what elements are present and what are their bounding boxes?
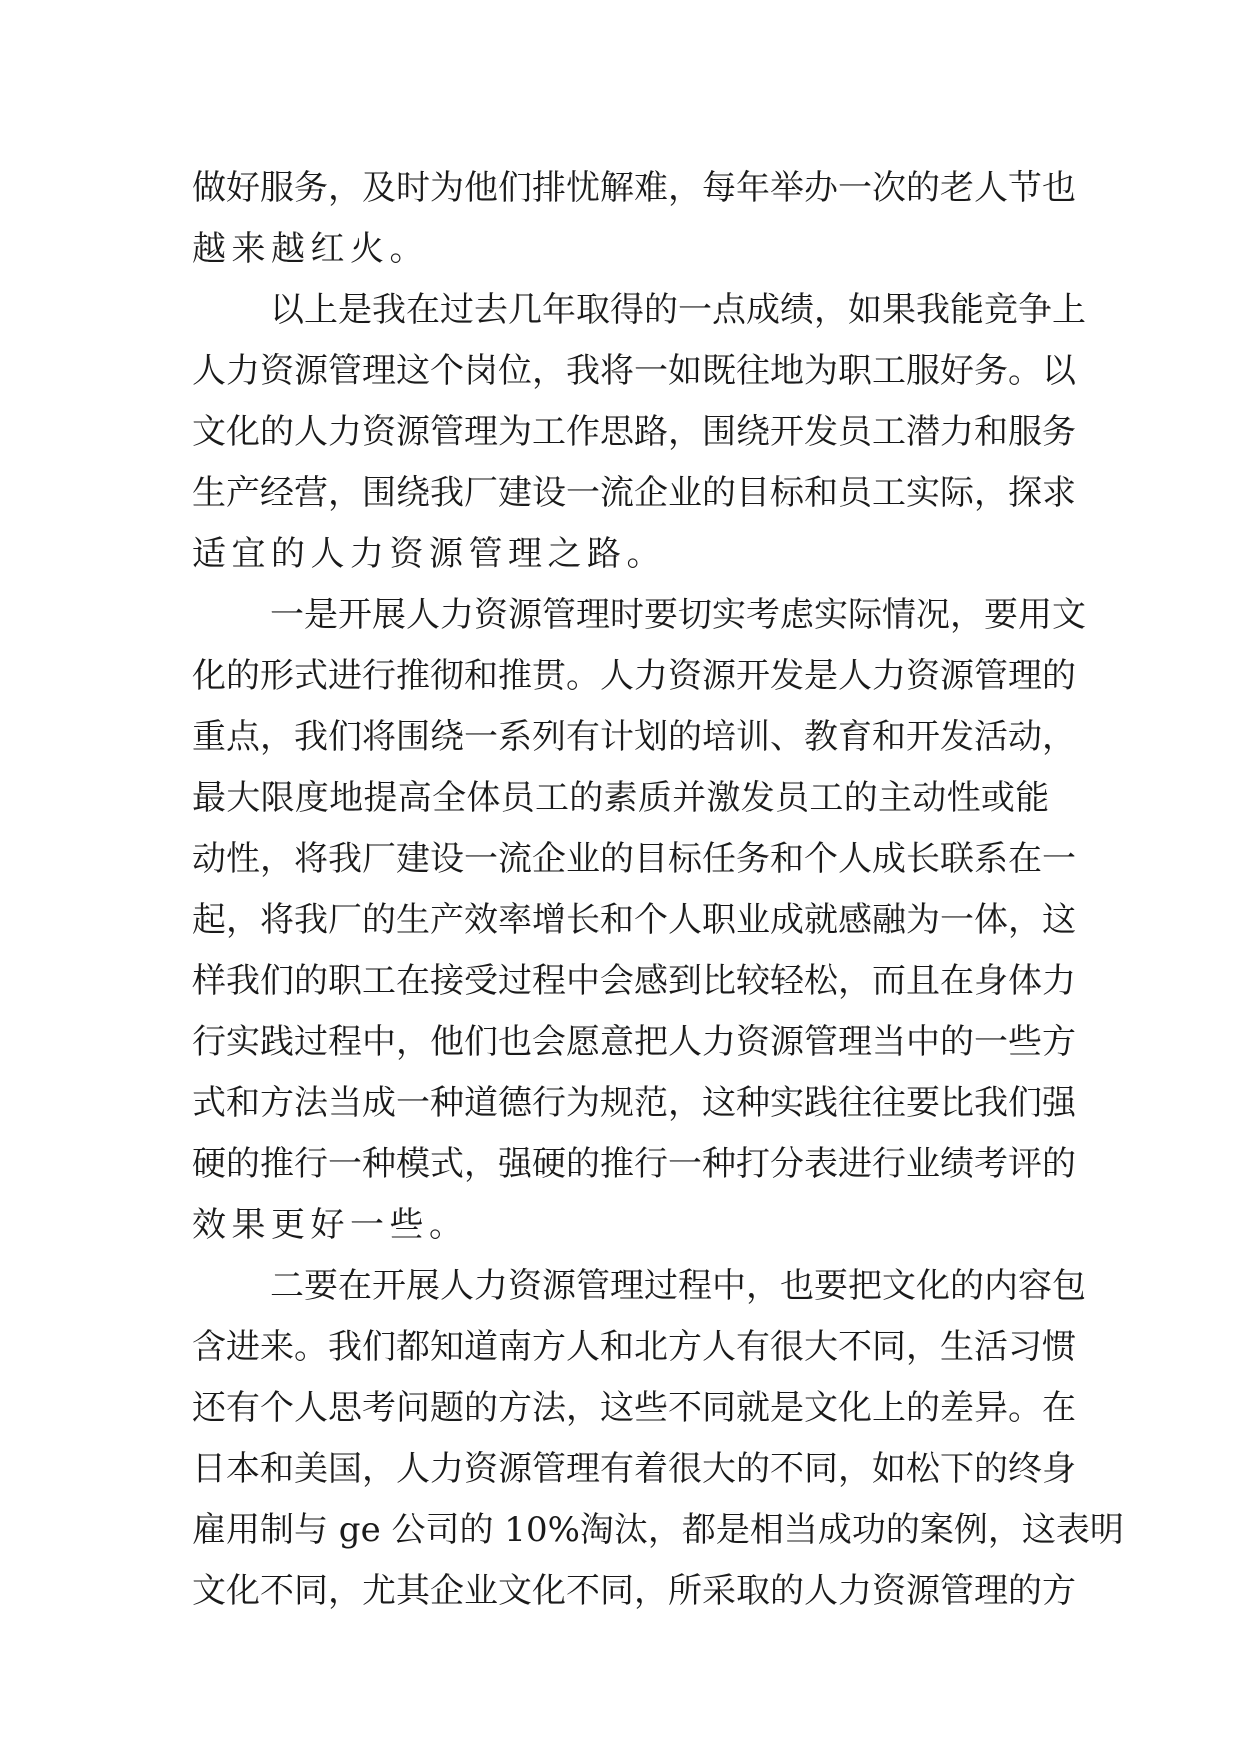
text-line: 日本和美国，人力资源管理有着很大的不同，如松下的终身 bbox=[192, 1449, 1076, 1489]
text-line: 雇用制与 ge 公司的 10%淘汰，都是相当成功的案例，这表明 bbox=[192, 1510, 1124, 1550]
text-line: 二要在开展人力资源管理过程中，也要把文化的内容包 bbox=[270, 1266, 1086, 1306]
text-line: 适宜的人力资源管理之路。 bbox=[192, 534, 666, 574]
text-line: 文化不同，尤其企业文化不同，所采取的人力资源管理的方 bbox=[192, 1571, 1076, 1611]
text-line: 越来越红火。 bbox=[192, 229, 429, 269]
text-line: 以上是我在过去几年取得的一点成绩，如果我能竞争上 bbox=[270, 290, 1086, 330]
text-line: 最大限度地提高全体员工的素质并激发员工的主动性或能 bbox=[192, 778, 1050, 818]
text-line: 还有个人思考问题的方法，这些不同就是文化上的差异。在 bbox=[192, 1388, 1076, 1428]
text-line: 化的形式进行推彻和推贯。人力资源开发是人力资源管理的 bbox=[192, 656, 1076, 696]
document-body bbox=[192, 158, 1124, 1622]
text-line: 动性，将我厂建设一流企业的目标任务和个人成长联系在一 bbox=[192, 839, 1076, 879]
text-line: 硬的推行一种模式，强硬的推行一种打分表进行业绩考评的 bbox=[192, 1144, 1076, 1184]
text-line: 生产经营，围绕我厂建设一流企业的目标和员工实际，探求 bbox=[192, 473, 1076, 513]
text-line: 效果更好一些。 bbox=[192, 1205, 469, 1245]
text-line: 文化的人力资源管理为工作思路，围绕开发员工潜力和服务 bbox=[192, 412, 1076, 452]
text-line: 做好服务，及时为他们排忧解难，每年举办一次的老人节也 bbox=[192, 168, 1076, 208]
text-line: 起，将我厂的生产效率增长和个人职业成就感融为一体，这 bbox=[192, 900, 1076, 940]
text-line: 行实践过程中，他们也会愿意把人力资源管理当中的一些方 bbox=[192, 1022, 1076, 1062]
text-line: 重点，我们将围绕一系列有计划的培训、教育和开发活动， bbox=[192, 717, 1076, 757]
text-line: 式和方法当成一种道德行为规范，这种实践往往要比我们强 bbox=[192, 1083, 1076, 1123]
text-line: 样我们的职工在接受过程中会感到比较轻松，而且在身体力 bbox=[192, 961, 1076, 1001]
text-line: 一是开展人力资源管理时要切实考虑实际情况，要用文 bbox=[270, 595, 1086, 635]
text-line: 人力资源管理这个岗位，我将一如既往地为职工服好务。以 bbox=[192, 351, 1076, 391]
text-line: 含进来。我们都知道南方人和北方人有很大不同，生活习惯 bbox=[192, 1327, 1076, 1367]
